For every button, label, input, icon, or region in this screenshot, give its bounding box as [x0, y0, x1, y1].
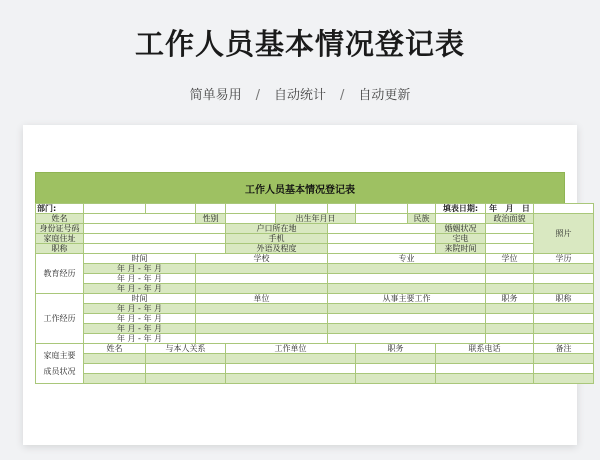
education-row — [36, 264, 594, 274]
cell[interactable] — [486, 324, 534, 334]
family-row — [36, 354, 594, 364]
marital-value[interactable] — [486, 224, 534, 234]
family-row — [36, 374, 594, 384]
cell[interactable] — [534, 324, 594, 334]
cell[interactable] — [196, 304, 328, 314]
family-header-row — [36, 344, 594, 354]
family-col-note: 备注 — [534, 344, 594, 354]
tagline-stats: 自动统计 — [273, 88, 326, 103]
cell[interactable] — [196, 334, 328, 344]
work-row — [36, 324, 594, 334]
tagline-easy: 简单易用 — [189, 88, 242, 103]
cell[interactable] — [436, 354, 534, 364]
cell[interactable] — [486, 274, 534, 284]
work-col-time: 时间 — [84, 294, 196, 304]
home-phone-label: 宅电 — [436, 234, 486, 244]
hukou-label: 户口所在地 — [226, 224, 328, 234]
education-period[interactable]: 年 月 - 年 月 — [84, 284, 196, 294]
cell[interactable] — [328, 204, 356, 214]
work-section-label: 工作经历 — [36, 294, 84, 344]
tagline-separator: / — [340, 88, 345, 103]
dept-label: 部门: — [36, 204, 84, 214]
form-preview-card — [23, 125, 577, 445]
cell[interactable] — [226, 354, 356, 364]
cell[interactable] — [408, 204, 436, 214]
cell[interactable] — [356, 374, 436, 384]
table-row — [36, 224, 594, 234]
cell[interactable] — [146, 204, 196, 214]
education-col-level: 学历 — [534, 254, 594, 264]
cell[interactable] — [226, 204, 276, 214]
cell[interactable] — [486, 314, 534, 324]
mobile-value[interactable] — [328, 234, 436, 244]
work-period[interactable]: 年 月 - 年 月 — [84, 314, 196, 324]
ethnicity-label: 民族 — [408, 214, 436, 224]
cell[interactable] — [328, 304, 486, 314]
table-row — [36, 204, 594, 214]
education-header-row — [36, 254, 594, 264]
cell[interactable] — [534, 264, 594, 274]
work-row — [36, 304, 594, 314]
cell[interactable] — [196, 284, 328, 294]
work-period[interactable]: 年 月 - 年 月 — [84, 334, 196, 344]
work-period[interactable]: 年 月 - 年 月 — [84, 304, 196, 314]
arrival-time-label: 来院时间 — [436, 244, 486, 254]
cell[interactable] — [534, 314, 594, 324]
work-row — [36, 314, 594, 324]
cell[interactable] — [356, 354, 436, 364]
fill-date-value[interactable] — [486, 204, 534, 214]
form-title: 工作人员基本情况登记表 — [35, 172, 565, 203]
cell[interactable] — [534, 274, 594, 284]
cell[interactable] — [196, 264, 328, 274]
education-col-major: 专业 — [328, 254, 486, 264]
family-col-post: 职务 — [356, 344, 436, 354]
cell[interactable] — [436, 374, 534, 384]
cell[interactable] — [146, 364, 226, 374]
work-col-title: 职称 — [534, 294, 594, 304]
family-label-line1: 家庭主要 — [43, 350, 76, 360]
cell[interactable] — [196, 324, 328, 334]
cell[interactable] — [328, 314, 486, 324]
photo-box[interactable]: 照片 — [534, 214, 594, 254]
name-label: 姓名 — [36, 214, 84, 224]
cell[interactable] — [328, 324, 486, 334]
cell[interactable] — [146, 354, 226, 364]
cell[interactable] — [196, 314, 328, 324]
family-col-relation: 与本人关系 — [146, 344, 226, 354]
table-row — [36, 244, 594, 254]
education-row — [36, 284, 594, 294]
family-row — [36, 364, 594, 374]
dept-value[interactable] — [84, 204, 146, 214]
politics-label: 政治面貌 — [486, 214, 534, 224]
cell[interactable] — [356, 204, 408, 214]
education-col-time: 时间 — [84, 254, 196, 264]
home-address-label: 家庭住址 — [36, 234, 84, 244]
position-title-value[interactable] — [84, 244, 226, 254]
name-value[interactable] — [84, 214, 196, 224]
home-address-value[interactable] — [84, 234, 226, 244]
gender-value[interactable] — [226, 214, 276, 224]
table-row — [36, 214, 594, 224]
cell[interactable] — [486, 304, 534, 314]
cell[interactable] — [486, 284, 534, 294]
work-row — [36, 334, 594, 344]
birth-label: 出生年月日 — [276, 214, 356, 224]
family-label-line2: 成员状况 — [43, 366, 76, 376]
year-text: 年 — [489, 203, 498, 213]
cell[interactable] — [276, 204, 328, 214]
family-col-name: 姓名 — [84, 344, 146, 354]
ethnicity-value[interactable] — [436, 214, 486, 224]
home-phone-value[interactable] — [486, 234, 534, 244]
language-label: 外语及程度 — [226, 244, 328, 254]
cell[interactable] — [534, 354, 594, 364]
day-text: 日 — [521, 203, 530, 213]
cell[interactable] — [534, 204, 594, 214]
cell[interactable] — [534, 334, 594, 344]
cell[interactable] — [486, 264, 534, 274]
cell[interactable] — [328, 264, 486, 274]
registration-sheet — [35, 172, 572, 384]
work-period[interactable]: 年 月 - 年 月 — [84, 324, 196, 334]
cell[interactable] — [84, 354, 146, 364]
education-col-degree: 学位 — [486, 254, 534, 264]
gender-label: 性别 — [196, 214, 226, 224]
registration-table — [35, 203, 594, 384]
tagline-separator: / — [255, 88, 260, 103]
fill-date-label: 填表日期: — [436, 204, 486, 214]
education-period[interactable]: 年 月 - 年 月 — [84, 274, 196, 284]
family-col-unit: 工作单位 — [226, 344, 356, 354]
cell[interactable] — [84, 374, 146, 384]
language-value[interactable] — [328, 244, 436, 254]
cell[interactable] — [534, 304, 594, 314]
cell[interactable] — [534, 284, 594, 294]
position-title-label: 职称 — [36, 244, 84, 254]
cell[interactable] — [436, 364, 534, 374]
cell[interactable] — [328, 334, 486, 344]
id-number-value[interactable] — [84, 224, 226, 234]
table-row — [36, 234, 594, 244]
cell[interactable] — [328, 274, 486, 284]
cell[interactable] — [196, 204, 226, 214]
cell[interactable] — [226, 364, 356, 374]
arrival-time-value[interactable] — [486, 244, 534, 254]
work-header-row — [36, 294, 594, 304]
family-col-phone: 联系电话 — [436, 344, 534, 354]
tagline — [0, 84, 600, 103]
cell[interactable] — [84, 364, 146, 374]
education-period[interactable]: 年 月 - 年 月 — [84, 264, 196, 274]
education-row — [36, 274, 594, 284]
tagline-update: 自动更新 — [358, 88, 411, 103]
cell[interactable] — [196, 274, 328, 284]
birth-value[interactable] — [356, 214, 408, 224]
education-col-school: 学校 — [196, 254, 328, 264]
work-col-post: 职务 — [486, 294, 534, 304]
month-text: 月 — [505, 203, 514, 213]
cell[interactable] — [534, 374, 594, 384]
marital-label: 婚姻状况 — [436, 224, 486, 234]
hukou-value[interactable] — [328, 224, 436, 234]
cell[interactable] — [356, 364, 436, 374]
cell[interactable] — [146, 374, 226, 384]
id-number-label: 身份证号码 — [36, 224, 84, 234]
cell[interactable] — [486, 334, 534, 344]
cell[interactable] — [328, 284, 486, 294]
family-section-label — [36, 344, 84, 384]
mobile-label: 手机 — [226, 234, 328, 244]
page-title: 工作人员基本情况登记表 — [134, 27, 465, 61]
education-section-label: 教育经历 — [36, 254, 84, 294]
work-col-duty: 从事主要工作 — [328, 294, 486, 304]
work-col-unit: 单位 — [196, 294, 328, 304]
cell[interactable] — [534, 364, 594, 374]
cell[interactable] — [226, 374, 356, 384]
